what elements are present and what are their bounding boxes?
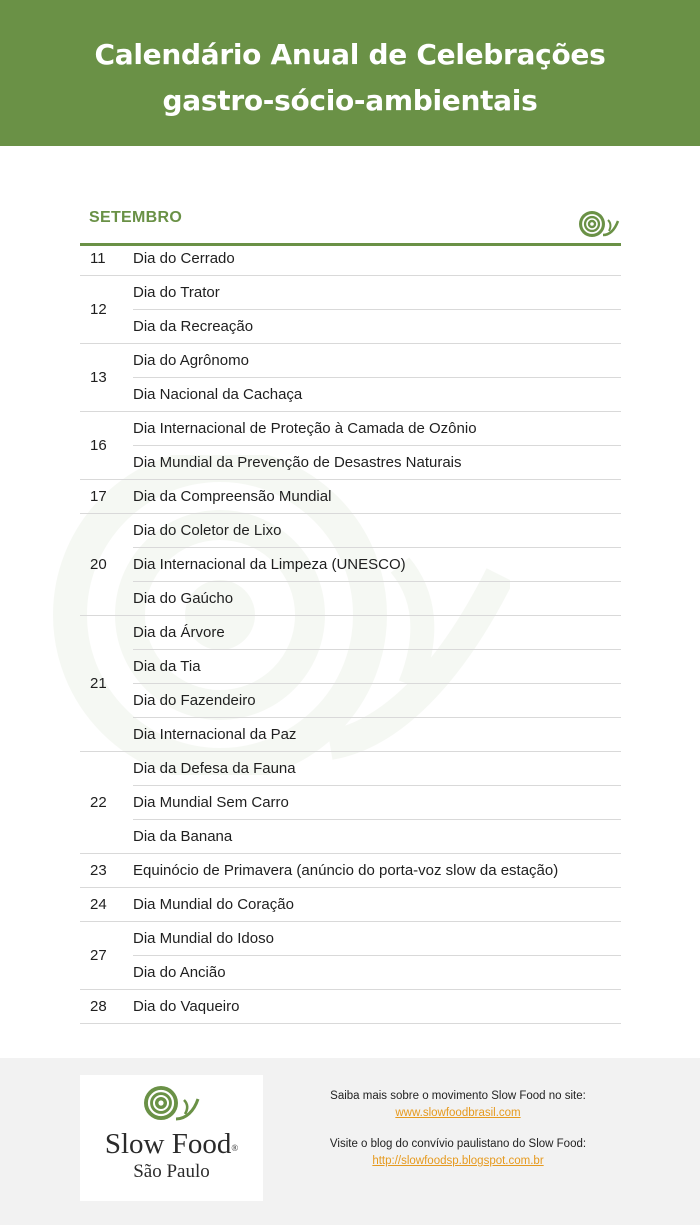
event-row bbox=[80, 242, 621, 276]
page-header bbox=[0, 0, 700, 146]
event-row bbox=[80, 956, 621, 990]
event-day: 12 bbox=[80, 276, 133, 344]
event-row bbox=[80, 650, 621, 684]
event-day: 22 bbox=[80, 752, 133, 854]
event-row bbox=[80, 344, 621, 378]
event-name: Dia do Ancião bbox=[133, 956, 621, 990]
event-row bbox=[80, 990, 621, 1024]
event-name: Dia Internacional da Paz bbox=[133, 718, 621, 752]
info-text-1: Saiba mais sobre o movimento Slow Food no site: bbox=[330, 1090, 586, 1102]
event-day: 17 bbox=[80, 480, 133, 514]
event-day: 16 bbox=[80, 412, 133, 480]
event-name: Dia do Fazendeiro bbox=[133, 684, 621, 718]
event-day: 27 bbox=[80, 922, 133, 990]
event-row bbox=[80, 582, 621, 616]
event-row bbox=[80, 616, 621, 650]
event-row bbox=[80, 412, 621, 446]
event-name: Dia do Coletor de Lixo bbox=[133, 514, 621, 548]
page-footer bbox=[0, 1058, 700, 1225]
slow-food-logo bbox=[80, 1075, 263, 1201]
event-row bbox=[80, 276, 621, 310]
event-name: Dia da Compreensão Mundial bbox=[133, 480, 621, 514]
footer-info bbox=[310, 1088, 606, 1170]
event-row bbox=[80, 786, 621, 820]
event-name: Dia Mundial do Coração bbox=[133, 888, 621, 922]
event-name: Equinócio de Primavera (anúncio do porta-voz slow da estação) bbox=[133, 854, 621, 888]
event-row bbox=[80, 514, 621, 548]
event-row bbox=[80, 446, 621, 480]
blog-link[interactable]: http://slowfoodsp.blogspot.com.br bbox=[372, 1155, 544, 1167]
event-row bbox=[80, 310, 621, 344]
event-name: Dia Mundial do Idoso bbox=[133, 922, 621, 956]
event-name: Dia do Vaqueiro bbox=[133, 990, 621, 1024]
events-table bbox=[80, 242, 621, 1024]
logo-city: São Paulo bbox=[133, 1161, 210, 1182]
snail-logo-icon bbox=[140, 1083, 202, 1123]
title-line-2: gastro-sócio-ambientais bbox=[162, 84, 538, 117]
event-day: 11 bbox=[80, 242, 133, 276]
page-title bbox=[0, 0, 700, 124]
event-name: Dia do Gaúcho bbox=[133, 582, 621, 616]
event-row bbox=[80, 888, 621, 922]
event-name: Dia da Tia bbox=[133, 650, 621, 684]
event-name: Dia da Recreação bbox=[133, 310, 621, 344]
info-text-2: Visite o blog do convívio paulistano do Slow Food: bbox=[329, 1138, 587, 1150]
title-line-1: Calendário Anual de Celebrações bbox=[94, 38, 606, 71]
event-name: Dia da Defesa da Fauna bbox=[133, 752, 621, 786]
event-row bbox=[80, 378, 621, 412]
month-header bbox=[80, 203, 621, 246]
event-day: 20 bbox=[80, 514, 133, 616]
event-name: Dia Mundial da Prevenção de Desastres Naturais bbox=[133, 446, 621, 480]
registered-mark: ® bbox=[231, 1143, 239, 1153]
logo-name: Slow Food bbox=[104, 1128, 232, 1160]
event-row bbox=[80, 718, 621, 752]
event-day: 28 bbox=[80, 990, 133, 1024]
snail-icon bbox=[577, 207, 621, 239]
event-day: 21 bbox=[80, 616, 133, 752]
event-day: 23 bbox=[80, 854, 133, 888]
event-row bbox=[80, 820, 621, 854]
event-row bbox=[80, 548, 621, 582]
event-row bbox=[80, 922, 621, 956]
event-name: Dia do Agrônomo bbox=[133, 344, 621, 378]
event-name: Dia da Árvore bbox=[133, 616, 621, 650]
event-row bbox=[80, 480, 621, 514]
month-title: SETEMBRO bbox=[89, 209, 183, 226]
event-name: Dia do Cerrado bbox=[133, 242, 621, 276]
event-row bbox=[80, 854, 621, 888]
event-row bbox=[80, 684, 621, 718]
event-name: Dia Internacional da Limpeza (UNESCO) bbox=[133, 548, 621, 582]
event-name: Dia do Trator bbox=[133, 276, 621, 310]
site-link[interactable]: www.slowfoodbrasil.com bbox=[395, 1107, 521, 1119]
event-day: 24 bbox=[80, 888, 133, 922]
event-row bbox=[80, 752, 621, 786]
event-day: 13 bbox=[80, 344, 133, 412]
event-name: Dia da Banana bbox=[133, 820, 621, 854]
event-name: Dia Mundial Sem Carro bbox=[133, 786, 621, 820]
event-name: Dia Internacional de Proteção à Camada de Ozônio bbox=[133, 412, 621, 446]
event-name: Dia Nacional da Cachaça bbox=[133, 378, 621, 412]
